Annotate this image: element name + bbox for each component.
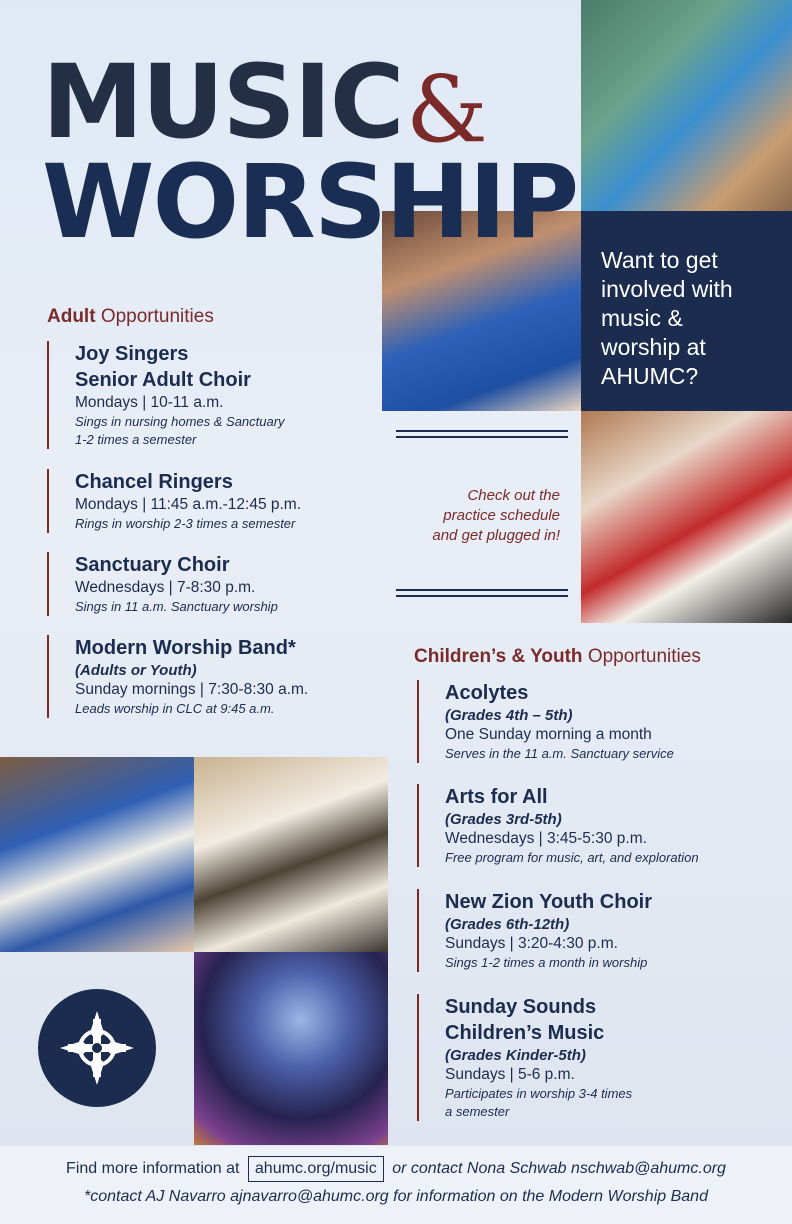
practice-callout xyxy=(396,486,560,546)
adult-item-chancel-ringers xyxy=(47,469,357,533)
item-desc: Sings in 11 a.m. Sanctuary worship xyxy=(75,599,278,614)
photo-children-choir xyxy=(0,757,194,952)
children-heading xyxy=(414,646,701,668)
question-line: music & xyxy=(601,305,683,331)
adult-heading-bold: Adult xyxy=(47,306,96,327)
item-sub: (Adults or Youth) xyxy=(75,662,197,679)
children-item-acolytes xyxy=(417,680,747,763)
item-sub: (Grades 6th-12th) xyxy=(445,916,570,933)
item-time: One Sunday morning a month xyxy=(445,726,652,743)
photo-sanctuary-choir xyxy=(194,757,388,952)
item-name: Sunday Sounds xyxy=(445,996,597,1018)
item-time: Mondays | 10-11 a.m. xyxy=(75,394,224,411)
callout-line: Check out the xyxy=(467,487,560,504)
item-desc: Leads worship in CLC at 9:45 a.m. xyxy=(75,701,275,716)
item-time: Wednesdays | 3:45-5:30 p.m. xyxy=(445,830,647,847)
adult-heading xyxy=(47,306,214,328)
church-logo xyxy=(38,989,156,1107)
item-time: Wednesdays | 7-8:30 p.m. xyxy=(75,579,256,596)
item-name: New Zion Youth Choir xyxy=(445,891,653,913)
footer-contact: or contact Nona Schwab nschwab@ahumc.org xyxy=(392,1160,726,1177)
footer-prefix: Find more information at xyxy=(66,1160,240,1177)
question-line: Want to get xyxy=(601,247,718,273)
item-time: Mondays | 11:45 a.m.-12:45 p.m. xyxy=(75,496,302,513)
children-item-new-zion-youth-choir xyxy=(417,889,747,972)
item-name: Senior Adult Choir xyxy=(75,369,251,391)
item-name: Arts for All xyxy=(445,786,548,808)
children-item-arts-for-all xyxy=(417,784,747,867)
item-desc: Serves in the 11 a.m. Sanctuary service xyxy=(445,746,674,761)
callout-line: and get plugged in! xyxy=(432,527,560,544)
adult-item-modern-worship-band xyxy=(47,635,367,718)
item-name: Joy Singers xyxy=(75,343,189,365)
callout-line: practice schedule xyxy=(443,507,560,524)
music-url-link[interactable]: ahumc.org/music xyxy=(248,1156,384,1182)
item-sub: (Grades 3rd-5th) xyxy=(445,811,562,828)
item-time: Sundays | 5-6 p.m. xyxy=(445,1066,575,1083)
title-worship: WORSHIP xyxy=(42,143,578,262)
question-line: AHUMC? xyxy=(601,363,699,389)
title-music: MUSIC xyxy=(42,43,403,162)
question-line: involved with xyxy=(601,276,733,302)
divider-top xyxy=(396,430,568,438)
divider-bottom xyxy=(396,589,568,597)
photo-children-xylophones xyxy=(581,0,792,211)
item-desc: Sings in nursing homes & Sanctuary xyxy=(75,414,285,429)
celtic-cross-icon xyxy=(38,989,156,1107)
footer-band-note: *contact AJ Navarro ajnavarro@ahumc.org for information on the Modern Worship Band xyxy=(84,1188,708,1205)
question-box xyxy=(581,211,792,411)
item-name: Acolytes xyxy=(445,682,529,704)
item-desc: Sings 1-2 times a month in worship xyxy=(445,955,648,970)
adult-heading-rest: Opportunities xyxy=(95,306,214,327)
question-line: worship at xyxy=(601,334,706,360)
item-sub: (Grades Kinder-5th) xyxy=(445,1047,586,1064)
item-name: Sanctuary Choir xyxy=(75,554,230,576)
children-heading-rest: Opportunities xyxy=(582,646,701,667)
item-desc: Participates in worship 3-4 times xyxy=(445,1086,633,1101)
adult-item-sanctuary-choir xyxy=(47,552,357,616)
item-sub: (Grades 4th – 5th) xyxy=(445,707,573,724)
item-time: Sunday mornings | 7:30-8:30 a.m. xyxy=(75,681,309,698)
photo-senior-adult-choir xyxy=(581,411,792,623)
title-ampersand: & xyxy=(406,56,488,163)
item-desc: Rings in worship 2-3 times a semester xyxy=(75,516,296,531)
item-name: Children’s Music xyxy=(445,1022,605,1044)
children-heading-bold: Children’s & Youth xyxy=(414,646,583,667)
item-time: Sundays | 3:20-4:30 p.m. xyxy=(445,935,618,952)
children-item-sunday-sounds xyxy=(417,994,747,1121)
photo-worship-band-keyboard xyxy=(194,952,388,1145)
item-desc: a semester xyxy=(445,1104,510,1119)
adult-item-joy-singers xyxy=(47,341,357,449)
item-desc: Free program for music, art, and exploration xyxy=(445,850,699,865)
footer-info-line xyxy=(0,1156,792,1182)
item-name: Chancel Ringers xyxy=(75,471,233,493)
item-name: Modern Worship Band* xyxy=(75,637,296,659)
item-desc: 1-2 times a semester xyxy=(75,432,197,447)
